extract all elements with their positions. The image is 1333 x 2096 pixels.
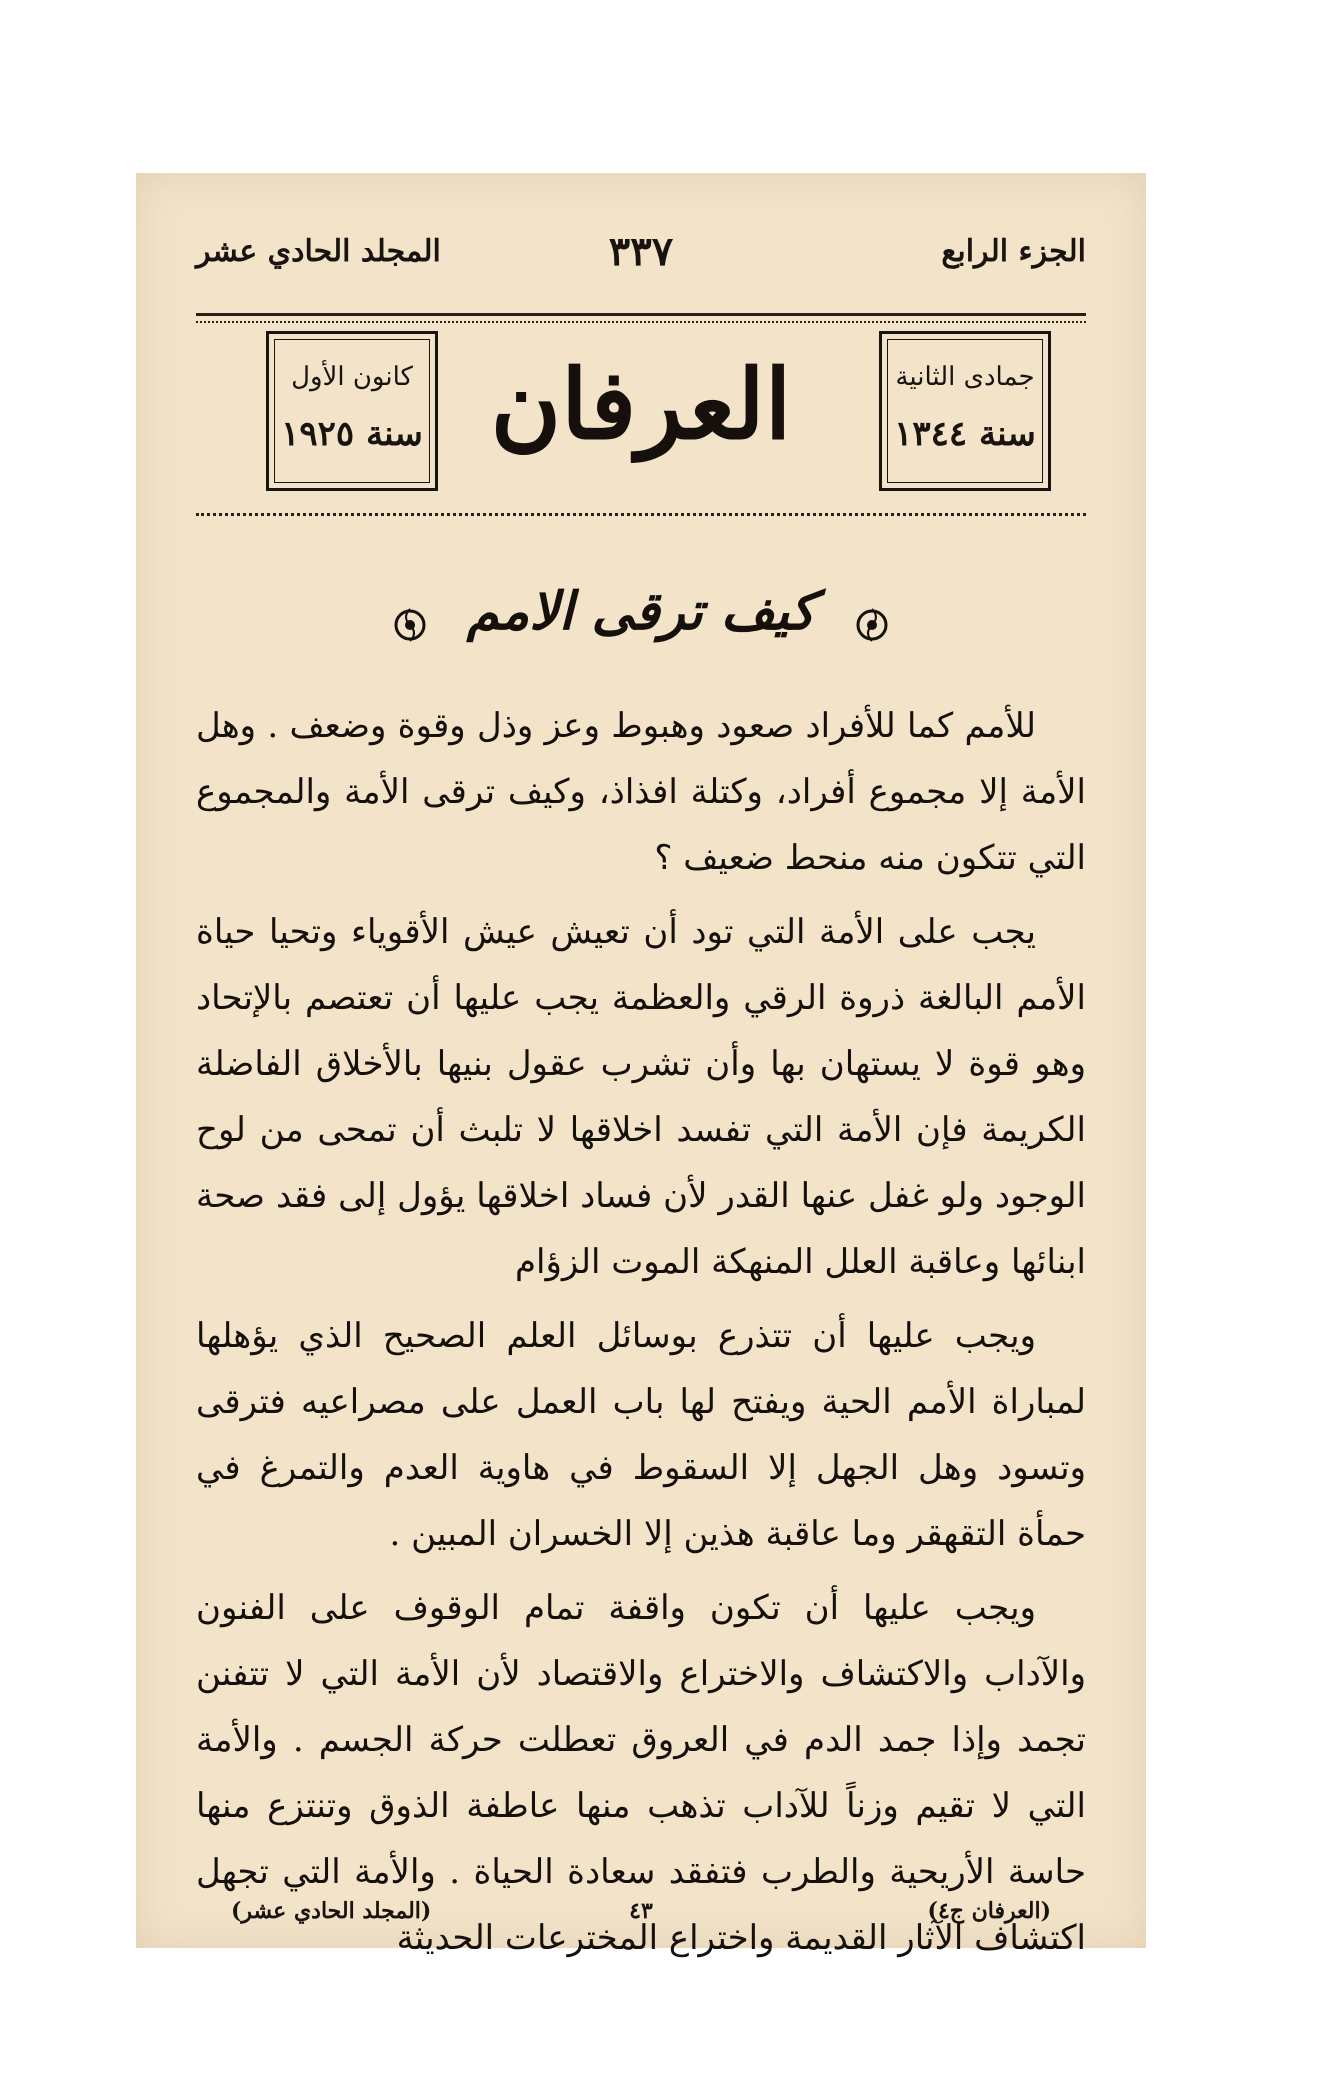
header-rule bbox=[196, 313, 1086, 316]
journal-page bbox=[136, 173, 1146, 1958]
running-header bbox=[196, 228, 1086, 278]
ornament-icon bbox=[392, 607, 428, 643]
gregorian-month: كانون الأول bbox=[291, 362, 413, 392]
paragraph: ويجب عليها أن تكون واقفة تمام الوقوف على الفنون والآداب والاكتشاف والاختراع والاقتصاد لأن الأمة التي لا تتفنن تجمد وإذا جمد الدم في العروق تعطلت حركة الجسم . والأمة التي لا تقيم وزناً للآداب تذهب منها عاطفة الذوق وتنتزع منها حاسة الأريحية والطرب فتفقد سعادة الحياة . والأمة التي تجهل اكتشاف الآثار القديمة واختراع المخترعات الحديثة bbox=[196, 1588, 1086, 1958]
paragraph: للأمم كما للأفراد صعود وهبوط وعز وذل وقوة وضعف . وهل الأمة إلا مجموع أفراد، وكتلة افذاذ، وكيف ترقى الأمة والمجموع التي تتكون منه منحط ضعيف ؟ bbox=[196, 706, 1086, 878]
article-title-row bbox=[136, 581, 1146, 661]
masthead-rule bbox=[196, 513, 1086, 516]
footer-signature: ٤٣ bbox=[629, 1898, 653, 1924]
ornament-icon bbox=[854, 607, 890, 643]
hijri-year: سنة ١٣٤٤ bbox=[894, 414, 1036, 454]
header-volume: المجلد الحادي عشر bbox=[196, 234, 441, 269]
gregorian-date-box bbox=[266, 331, 438, 491]
paragraph: ويجب عليها أن تتذرع بوسائل العلم الصحيح الذي يؤهلها لمباراة الأمم الحية ويفتح لها باب العمل على مصراعيه فترقى وتسود وهل الجهل إلا السقوط في هاوية العدم والتمرغ في حمأة التقهقر وما عاقبة هذين إلا الخسران المبين . bbox=[196, 1316, 1086, 1554]
page-footer bbox=[231, 1898, 1051, 1934]
article-title: كيف ترقى الامم bbox=[466, 581, 816, 642]
gregorian-year: سنة ١٩٢٥ bbox=[281, 414, 423, 454]
header-page-number: ٣٣٧ bbox=[608, 228, 674, 275]
hijri-month: جمادى الثانية bbox=[895, 362, 1035, 392]
masthead-title: العرفان bbox=[490, 348, 792, 461]
article-body bbox=[196, 693, 1086, 1979]
footer-volume: (المجلد الحادي عشر) bbox=[231, 1898, 432, 1924]
header-part: الجزء الرابع bbox=[941, 234, 1086, 269]
paragraph: يجب على الأمة التي تود أن تعيش عيش الأقوياء وتحيا حياة الأمم البالغة ذروة الرقي والعظمة يجب عليها أن تعتصم بالإتحاد وهو قوة لا يستهان بها وأن تشرب عقول بنيها بالأخلاق الفاضلة الكريمة فإن الأمة التي تفسد اخلاقها لا تلبث أن تمحى من لوح الوجود ولو غفل عنها القدر لأن فساد اخلاقها يؤول إلى فقد صحة ابنائها وعاقبة العلل المنهكة الموت الزؤام bbox=[196, 912, 1086, 1282]
footer-journal: (العرفان ج٤) bbox=[927, 1898, 1051, 1924]
